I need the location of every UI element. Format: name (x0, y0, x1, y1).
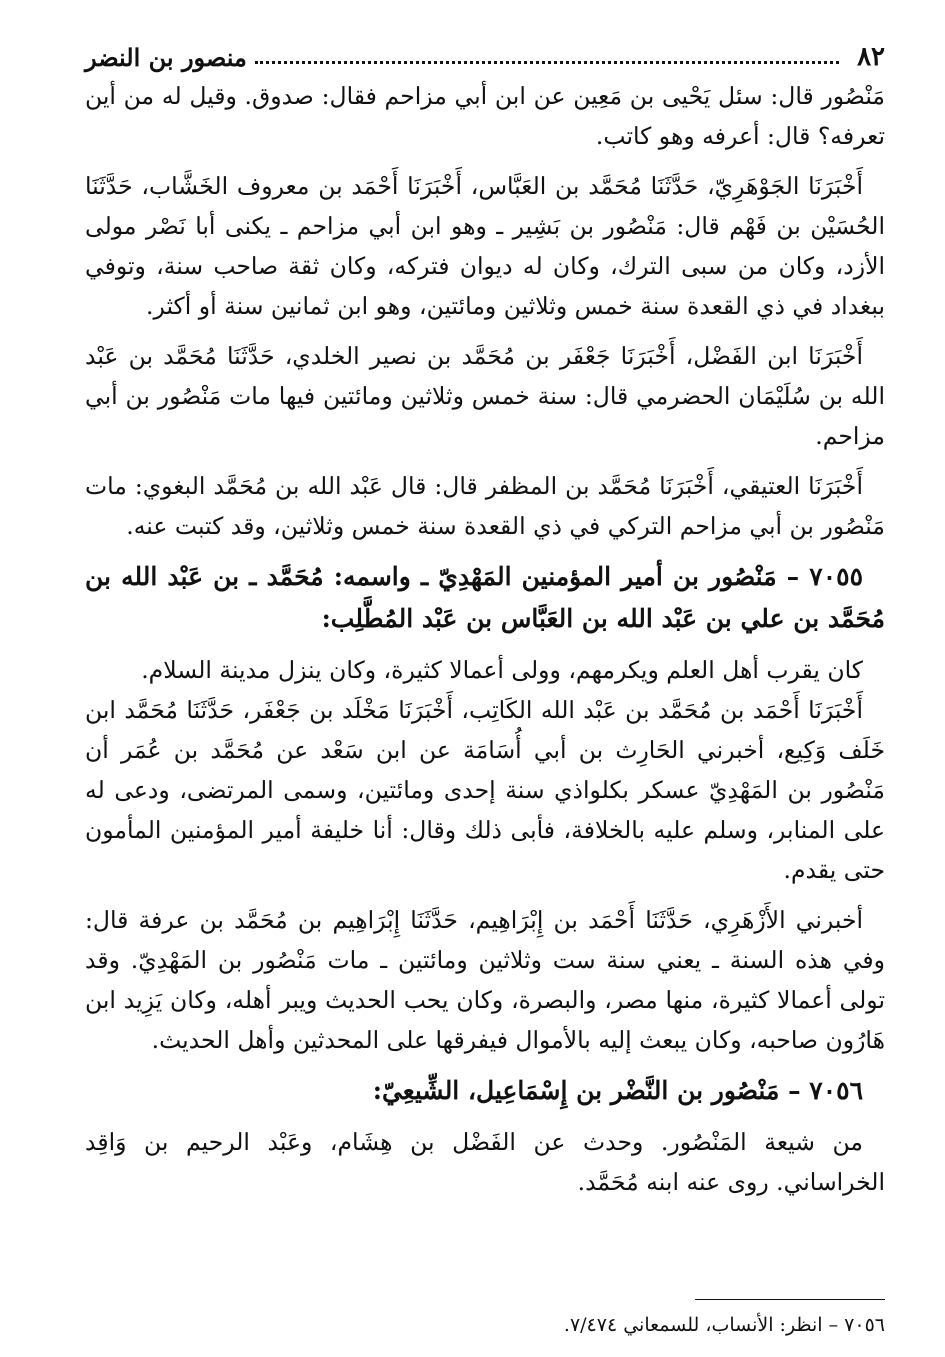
footnote: ٧٠٥٦ – انظر: الأنساب، للسمعاني ٧/٤٧٤. (563, 1314, 885, 1336)
running-title: منصور بن النضر (85, 43, 247, 72)
paragraph: من شيعة المَنْصُور. وحدث عن الفَضْل بن هِشَام، وعَبْد الرحيم بن وَاقِد الخراساني. روى عنه ابنه مُحَمَّد. (85, 1128, 885, 1196)
paragraph: أَخْبَرَنَا ابن الفَضْل، أَخْبَرَنَا جَعْفَر بن مُحَمَّد بن نصير الخلدي، حَدَّثَنَا مُحَمَّد بن عَبْد الله بن سُلَيْمَان الحضرمي قال: سنة خمس وثلاثين ومائتين فيها مات مَنْصُور بن أبي مزاحم. (85, 342, 885, 450)
running-head (85, 28, 885, 72)
entry-heading: ٧٠٥٦ – مَنْصُور بن النَّضْر بن إِسْمَاعِيل، الشِّيعِيّ: (372, 1076, 863, 1105)
dotted-leader (255, 61, 839, 64)
paragraph: أَخْبَرَنَا أَحْمَد بن مُحَمَّد بن عَبْد الله الكَاتِب، أَخْبَرَنَا مَخْلَد بن جَعْفَر، حَدَّثَنَا مُحَمَّد ابن خَلَف وَكِيع، أخبرني الحَارِث بن أبي أُسَامَة عن ابن سَعْد عن مُحَمَّد بن عُمَر أن مَنْصُور بن المَهْدِيّ عسكر بكلواذي سنة إحدى ومائتين، وسمى المرتضى، ودعى له على المنابر، وسلم عليه بالخلافة، فأبى ذلك وقال: أنا خليفة أمير المؤمنين المأمون حتى يقدم. (85, 696, 885, 884)
footnote-rule (695, 1299, 885, 1300)
paragraph: أَخْبَرَنَا الجَوْهَرِيّ، حَدَّثَنَا مُحَمَّد بن العَبَّاس، أَخْبَرَنَا أَحْمَد بن معروف الخَشَّاب، حَدَّثَنَا الحُسَيْن بن فَهْم قال: مَنْصُور بن بَشِير ـ وهو ابن أبي مزاحم ـ يكنى أبا نَصْر مولى الأزد، وكان من سبى الترك، وكان له ديوان فتركه، وكان ثقة صاحب سنة، وتوفي ببغداد في ذي القعدة سنة خمس وثلاثين ومائتين، وهو ابن ثمانين سنة أو أكثر. (85, 172, 885, 320)
book-page (85, 28, 885, 1336)
paragraph: كان يقرب أهل العلم ويكرمهم، وولى أعمالا كثيرة، وكان ينزل مدينة السلام. (141, 656, 863, 684)
page-body (85, 76, 885, 1202)
paragraph: أخبرني الأَزْهَرِي، حَدَّثَنَا أَحْمَد بن إِبْرَاهِيم، حَدَّثَنَا إِبْرَاهِيم بن مُحَمَّد بن عرفة قال: وفي هذه السنة ـ يعني سنة ست وثلاثين ومائتين ـ مات مَنْصُور بن المَهْدِيّ. وقد تولى أعمالا كثيرة، منها مصر، والبصرة، وكان يحب الحديث ويبر أهله، وكان يَزِيد ابن هَارُون صاحبه، وكان يبعث إليه بالأموال فيفرقها على المحدثين وأهل الحديث. (85, 906, 885, 1054)
paragraph: أَخْبَرَنَا العتيقي، أَخْبَرَنَا مُحَمَّد بن المظفر قال: قال عَبْد الله بن مُحَمَّد البغوي: مات مَنْصُور بن أبي مزاحم التركي في ذي القعدة سنة خمس وثلاثين، وقد كتبت عنه. (85, 472, 885, 540)
page-number: ٨٢ (857, 42, 885, 72)
entry-heading: ٧٠٥٥ – مَنْصُور بن أمير المؤمنين المَهْدِيّ ـ واسمه: مُحَمَّد ـ بن عَبْد الله بن مُحَمَّد بن علي بن عَبْد الله بن العَبَّاس بن عَبْد المُطَّلِب: (85, 562, 885, 633)
paragraph: مَنْصُور قال: سئل يَحْيى بن مَعِين عن ابن أبي مزاحم فقال: صدوق. وقيل له من أين تعرفه؟ قال: أعرفه وهو كاتب. (85, 82, 885, 150)
